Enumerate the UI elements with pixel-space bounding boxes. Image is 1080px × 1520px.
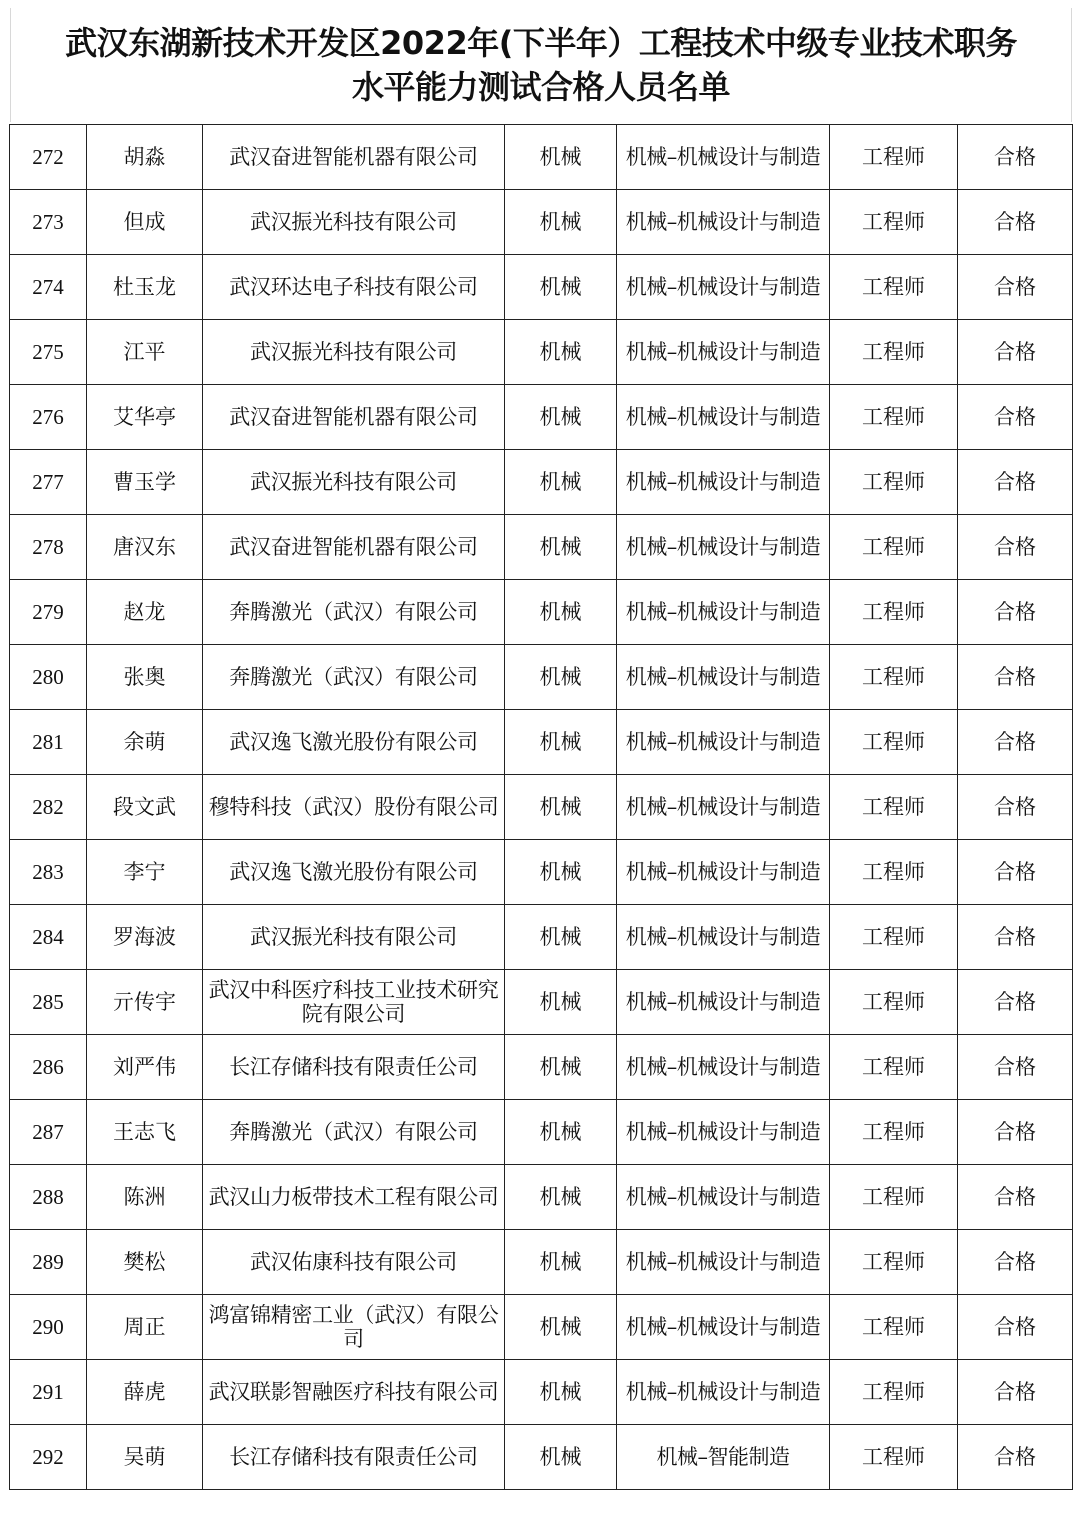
specialty-cell: 机械–机械设计与制造 [617, 1165, 830, 1230]
person-name-cell: 李宁 [87, 840, 203, 905]
row-number-cell: 289 [10, 1230, 87, 1295]
test-result-cell: 合格 [958, 645, 1073, 710]
row-number-cell: 283 [10, 840, 87, 905]
company-name-cell: 长江存储科技有限责任公司 [203, 1425, 505, 1490]
person-name-cell: 张奥 [87, 645, 203, 710]
table-row [10, 320, 1073, 385]
row-number-cell: 290 [10, 1295, 87, 1360]
specialty-cell: 机械–机械设计与制造 [617, 775, 830, 840]
row-number-cell: 276 [10, 385, 87, 450]
professional-title-cell: 工程师 [830, 1230, 958, 1295]
table-row [10, 710, 1073, 775]
table-row [10, 1360, 1073, 1425]
company-name-cell: 武汉振光科技有限公司 [203, 320, 505, 385]
specialty-cell: 机械–机械设计与制造 [617, 255, 830, 320]
person-name-cell: 周正 [87, 1295, 203, 1360]
person-name-cell: 吴萌 [87, 1425, 203, 1490]
table-row [10, 580, 1073, 645]
company-name-cell: 武汉逸飞激光股份有限公司 [203, 840, 505, 905]
person-name-cell: 赵龙 [87, 580, 203, 645]
test-result-cell: 合格 [958, 580, 1073, 645]
discipline-cell: 机械 [505, 125, 617, 190]
person-name-cell: 曹玉学 [87, 450, 203, 515]
company-name-cell: 武汉山力板带技术工程有限公司 [203, 1165, 505, 1230]
company-name-cell: 奔腾激光（武汉）有限公司 [203, 645, 505, 710]
person-name-cell: 艾华亭 [87, 385, 203, 450]
test-result-cell: 合格 [958, 450, 1073, 515]
specialty-cell: 机械–机械设计与制造 [617, 385, 830, 450]
company-name-cell: 武汉奋进智能机器有限公司 [203, 385, 505, 450]
person-name-cell: 段文武 [87, 775, 203, 840]
professional-title-cell: 工程师 [830, 1360, 958, 1425]
company-name-cell: 武汉佑康科技有限公司 [203, 1230, 505, 1295]
professional-title-cell: 工程师 [830, 190, 958, 255]
table-row [10, 1165, 1073, 1230]
test-result-cell: 合格 [958, 1035, 1073, 1100]
test-result-cell: 合格 [958, 1360, 1073, 1425]
specialty-cell: 机械–机械设计与制造 [617, 970, 830, 1035]
discipline-cell: 机械 [505, 1230, 617, 1295]
title-line-1: 武汉东湖新技术开发区2022年(下半年）工程技术中级专业技术职务 [65, 24, 1017, 62]
person-name-cell: 江平 [87, 320, 203, 385]
table-row [10, 1100, 1073, 1165]
specialty-cell: 机械–机械设计与制造 [617, 1360, 830, 1425]
table-row [10, 970, 1073, 1035]
test-result-cell: 合格 [958, 125, 1073, 190]
company-name-cell: 武汉振光科技有限公司 [203, 905, 505, 970]
discipline-cell: 机械 [505, 775, 617, 840]
professional-title-cell: 工程师 [830, 255, 958, 320]
company-name-cell: 武汉振光科技有限公司 [203, 190, 505, 255]
row-number-cell: 277 [10, 450, 87, 515]
company-name-cell: 奔腾激光（武汉）有限公司 [203, 580, 505, 645]
discipline-cell: 机械 [505, 580, 617, 645]
test-result-cell: 合格 [958, 190, 1073, 255]
table-row [10, 385, 1073, 450]
discipline-cell: 机械 [505, 1100, 617, 1165]
discipline-cell: 机械 [505, 1165, 617, 1230]
discipline-cell: 机械 [505, 840, 617, 905]
professional-title-cell: 工程师 [830, 645, 958, 710]
company-name-cell: 鸿富锦精密工业（武汉）有限公司 [203, 1295, 505, 1360]
row-number-cell: 285 [10, 970, 87, 1035]
discipline-cell: 机械 [505, 320, 617, 385]
test-result-cell: 合格 [958, 710, 1073, 775]
person-name-cell: 余萌 [87, 710, 203, 775]
row-number-cell: 291 [10, 1360, 87, 1425]
row-number-cell: 286 [10, 1035, 87, 1100]
company-name-cell: 武汉振光科技有限公司 [203, 450, 505, 515]
professional-title-cell: 工程师 [830, 1165, 958, 1230]
row-number-cell: 272 [10, 125, 87, 190]
person-name-cell: 刘严伟 [87, 1035, 203, 1100]
person-name-cell: 罗海波 [87, 905, 203, 970]
discipline-cell: 机械 [505, 190, 617, 255]
person-name-cell: 王志飞 [87, 1100, 203, 1165]
row-number-cell: 284 [10, 905, 87, 970]
company-name-cell: 武汉奋进智能机器有限公司 [203, 515, 505, 580]
test-result-cell: 合格 [958, 385, 1073, 450]
test-result-cell: 合格 [958, 775, 1073, 840]
specialty-cell: 机械–机械设计与制造 [617, 645, 830, 710]
table-row [10, 450, 1073, 515]
table-row [10, 255, 1073, 320]
specialty-cell: 机械–机械设计与制造 [617, 710, 830, 775]
table-row [10, 840, 1073, 905]
person-name-cell: 唐汉东 [87, 515, 203, 580]
discipline-cell: 机械 [505, 255, 617, 320]
test-result-cell: 合格 [958, 1295, 1073, 1360]
specialty-cell: 机械–机械设计与制造 [617, 905, 830, 970]
company-name-cell: 武汉环达电子科技有限公司 [203, 255, 505, 320]
table-row [10, 125, 1073, 190]
person-name-cell: 薛虎 [87, 1360, 203, 1425]
table-row [10, 775, 1073, 840]
professional-title-cell: 工程师 [830, 710, 958, 775]
person-name-cell: 但成 [87, 190, 203, 255]
specialty-cell: 机械–机械设计与制造 [617, 1230, 830, 1295]
specialty-cell: 机械–机械设计与制造 [617, 1035, 830, 1100]
specialty-cell: 机械–机械设计与制造 [617, 580, 830, 645]
company-name-cell: 武汉奋进智能机器有限公司 [203, 125, 505, 190]
test-result-cell: 合格 [958, 1165, 1073, 1230]
row-number-cell: 280 [10, 645, 87, 710]
discipline-cell: 机械 [505, 645, 617, 710]
document-title [10, 8, 1072, 122]
table-body [10, 125, 1073, 1490]
table-row [10, 515, 1073, 580]
professional-title-cell: 工程师 [830, 1425, 958, 1490]
discipline-cell: 机械 [505, 1295, 617, 1360]
professional-title-cell: 工程师 [830, 775, 958, 840]
company-name-cell: 武汉中科医疗科技工业技术研究院有限公司 [203, 970, 505, 1035]
specialty-cell: 机械–机械设计与制造 [617, 840, 830, 905]
specialty-cell: 机械–机械设计与制造 [617, 125, 830, 190]
discipline-cell: 机械 [505, 710, 617, 775]
qualified-personnel-table [9, 124, 1073, 1490]
row-number-cell: 274 [10, 255, 87, 320]
professional-title-cell: 工程师 [830, 515, 958, 580]
row-number-cell: 288 [10, 1165, 87, 1230]
company-name-cell: 武汉联影智融医疗科技有限公司 [203, 1360, 505, 1425]
specialty-cell: 机械–智能制造 [617, 1425, 830, 1490]
discipline-cell: 机械 [505, 385, 617, 450]
test-result-cell: 合格 [958, 320, 1073, 385]
title-line-2: 水平能力测试合格人员名单 [351, 68, 730, 106]
company-name-cell: 长江存储科技有限责任公司 [203, 1035, 505, 1100]
discipline-cell: 机械 [505, 515, 617, 580]
person-name-cell: 胡淼 [87, 125, 203, 190]
person-name-cell: 陈洲 [87, 1165, 203, 1230]
table-row [10, 645, 1073, 710]
row-number-cell: 281 [10, 710, 87, 775]
discipline-cell: 机械 [505, 905, 617, 970]
discipline-cell: 机械 [505, 1360, 617, 1425]
company-name-cell: 奔腾激光（武汉）有限公司 [203, 1100, 505, 1165]
test-result-cell: 合格 [958, 840, 1073, 905]
specialty-cell: 机械–机械设计与制造 [617, 1100, 830, 1165]
specialty-cell: 机械–机械设计与制造 [617, 450, 830, 515]
discipline-cell: 机械 [505, 970, 617, 1035]
table-row [10, 1230, 1073, 1295]
professional-title-cell: 工程师 [830, 320, 958, 385]
specialty-cell: 机械–机械设计与制造 [617, 320, 830, 385]
row-number-cell: 278 [10, 515, 87, 580]
discipline-cell: 机械 [505, 1425, 617, 1490]
test-result-cell: 合格 [958, 1425, 1073, 1490]
specialty-cell: 机械–机械设计与制造 [617, 515, 830, 580]
test-result-cell: 合格 [958, 1100, 1073, 1165]
professional-title-cell: 工程师 [830, 1100, 958, 1165]
row-number-cell: 279 [10, 580, 87, 645]
test-result-cell: 合格 [958, 255, 1073, 320]
table-row [10, 190, 1073, 255]
professional-title-cell: 工程师 [830, 1035, 958, 1100]
professional-title-cell: 工程师 [830, 840, 958, 905]
test-result-cell: 合格 [958, 515, 1073, 580]
company-name-cell: 穆特科技（武汉）股份有限公司 [203, 775, 505, 840]
row-number-cell: 273 [10, 190, 87, 255]
company-name-cell: 武汉逸飞激光股份有限公司 [203, 710, 505, 775]
professional-title-cell: 工程师 [830, 970, 958, 1035]
table-row [10, 1035, 1073, 1100]
row-number-cell: 275 [10, 320, 87, 385]
row-number-cell: 292 [10, 1425, 87, 1490]
table-row [10, 1295, 1073, 1360]
person-name-cell: 亓传宇 [87, 970, 203, 1035]
person-name-cell: 杜玉龙 [87, 255, 203, 320]
specialty-cell: 机械–机械设计与制造 [617, 190, 830, 255]
professional-title-cell: 工程师 [830, 580, 958, 645]
test-result-cell: 合格 [958, 1230, 1073, 1295]
professional-title-cell: 工程师 [830, 125, 958, 190]
specialty-cell: 机械–机械设计与制造 [617, 1295, 830, 1360]
discipline-cell: 机械 [505, 1035, 617, 1100]
test-result-cell: 合格 [958, 970, 1073, 1035]
professional-title-cell: 工程师 [830, 450, 958, 515]
table-row [10, 1425, 1073, 1490]
person-name-cell: 樊松 [87, 1230, 203, 1295]
professional-title-cell: 工程师 [830, 385, 958, 450]
test-result-cell: 合格 [958, 905, 1073, 970]
row-number-cell: 287 [10, 1100, 87, 1165]
discipline-cell: 机械 [505, 450, 617, 515]
table-row [10, 905, 1073, 970]
row-number-cell: 282 [10, 775, 87, 840]
professional-title-cell: 工程师 [830, 1295, 958, 1360]
professional-title-cell: 工程师 [830, 905, 958, 970]
